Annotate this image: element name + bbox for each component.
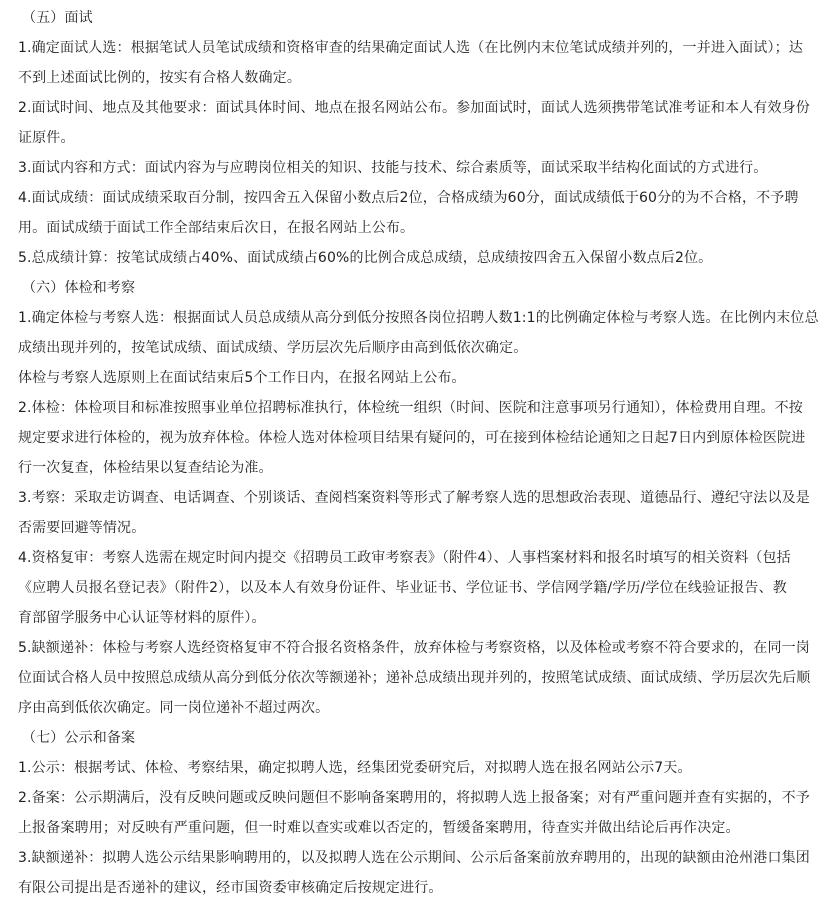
paragraph-line: 用。面试成绩于面试工作全部结束后次日，在报名网站上公布。 (18, 220, 415, 236)
paragraph-line: 2.体检：体检项目和标准按照事业单位招聘标准执行，体检统一组织（时间、医院和注意事项另行通知），体检费用自理。不按 (18, 400, 803, 416)
section-heading-interview: （五）面试 (22, 10, 93, 26)
paragraph-line: 1.确定面试人选：根据笔试人员笔试成绩和资格审查的结果确定面试人选（在比例内末位笔试成绩并列的，一并进入面试）；达 (18, 40, 803, 56)
paragraph-line: 有限公司提出是否递补的建议，经市国资委审核确定后按规定进行。 (18, 880, 443, 896)
section-heading-publicity: （七）公示和备案 (22, 730, 136, 746)
paragraph-line: 《应聘人员报名登记表》（附件2），以及本人有效身份证件、毕业证书、学位证书、学信网学籍/学历/学位在线验证报告、教 (18, 580, 787, 596)
paragraph-line: 证原件。 (18, 130, 75, 146)
paragraph-line: 体检与考察人选原则上在面试结束后5个工作日内，在报名网站上公布。 (18, 370, 466, 386)
paragraph-line: 2.面试时间、地点及其他要求：面试具体时间、地点在报名网站公布。参加面试时，面试人选须携带笔试准考证和本人有效身份 (18, 100, 810, 116)
paragraph-line: 规定要求进行体检的，视为放弃体检。体检人选对体检项目结果有疑问的，可在接到体检结论通知之日起7日内到原体检医院进 (18, 430, 806, 446)
paragraph-line: 否需要回避等情况。 (18, 520, 146, 536)
paragraph-line: 1.公示：根据考试、体检、考察结果，确定拟聘人选，经集团党委研究后，对拟聘人选在报名网站公示7天。 (18, 760, 692, 776)
paragraph-line: 上报备案聘用；对反映有严重问题，但一时难以查实或难以否定的，暂缓备案聘用，待查实并做出结论后再作决定。 (18, 820, 740, 836)
paragraph-line: 位面试合格人员中按照总成绩从高分到低分依次等额递补；递补总成绩出现并列的，按照笔试成绩、面试成绩、学历层次先后顺 (18, 670, 811, 686)
paragraph-line: 序由高到低依次确定。同一岗位递补不超过两次。 (18, 700, 330, 716)
paragraph-line: 3.缺额递补：拟聘人选公示结果影响聘用的，以及拟聘人选在公示期间、公示后备案前放弃聘用的，出现的缺额由沧州港口集团 (18, 850, 810, 866)
paragraph-line: 5.缺额递补：体检与考察人选经资格复审不符合报名资格条件，放弃体检与考察资格，以及体检或考察不符合要求的，在同一岗 (18, 640, 810, 656)
paragraph-line: 4.面试成绩：面试成绩采取百分制，按四舍五入保留小数点后2位，合格成绩为60分，面试成绩低于60分的为不合格，不予聘 (18, 190, 799, 206)
paragraph-line: 不到上述面试比例的，按实有合格人数确定。 (18, 70, 301, 86)
paragraph-line: 4.资格复审：考察人选需在规定时间内提交《招聘员工政审考察表》（附件4）、人事档案材料和报名时填写的相关资料（包括 (18, 550, 791, 566)
paragraph-line: 3.面试内容和方式：面试内容为与应聘岗位相关的知识、技能与技术、综合素质等，面试采取半结构化面试的方式进行。 (18, 160, 768, 176)
paragraph-line: 成绩出现并列的，按笔试成绩、面试成绩、学历层次先后顺序由高到低依次确定。 (18, 340, 528, 356)
paragraph-line: 5.总成绩计算：按笔试成绩占40%、面试成绩占60%的比例合成总成绩，总成绩按四舍五入保留小数点后2位。 (18, 250, 713, 266)
paragraph-line: 行一次复查，体检结果以复查结论为准。 (18, 460, 273, 476)
section-heading-medical-exam: （六）体检和考察 (22, 280, 136, 296)
paragraph-line: 育部留学服务中心认证等材料的原件）。 (18, 610, 266, 626)
paragraph-line: 2.备案：公示期满后，没有反映问题或反映问题但不影响备案聘用的，将拟聘人选上报备案；对有严重问题并查有实据的，不予 (18, 790, 810, 806)
paragraph-line: 3.考察：采取走访调查、电话调查、个别谈话、查阅档案资料等形式了解考察人选的思想政治表现、道德品行、遵纪守法以及是 (18, 490, 810, 506)
paragraph-line: 1.确定体检与考察人选：根据面试人员总成绩从高分到低分按照各岗位招聘人数1:1的比例确定体检与考察人选。在比例内末位总 (18, 310, 819, 326)
